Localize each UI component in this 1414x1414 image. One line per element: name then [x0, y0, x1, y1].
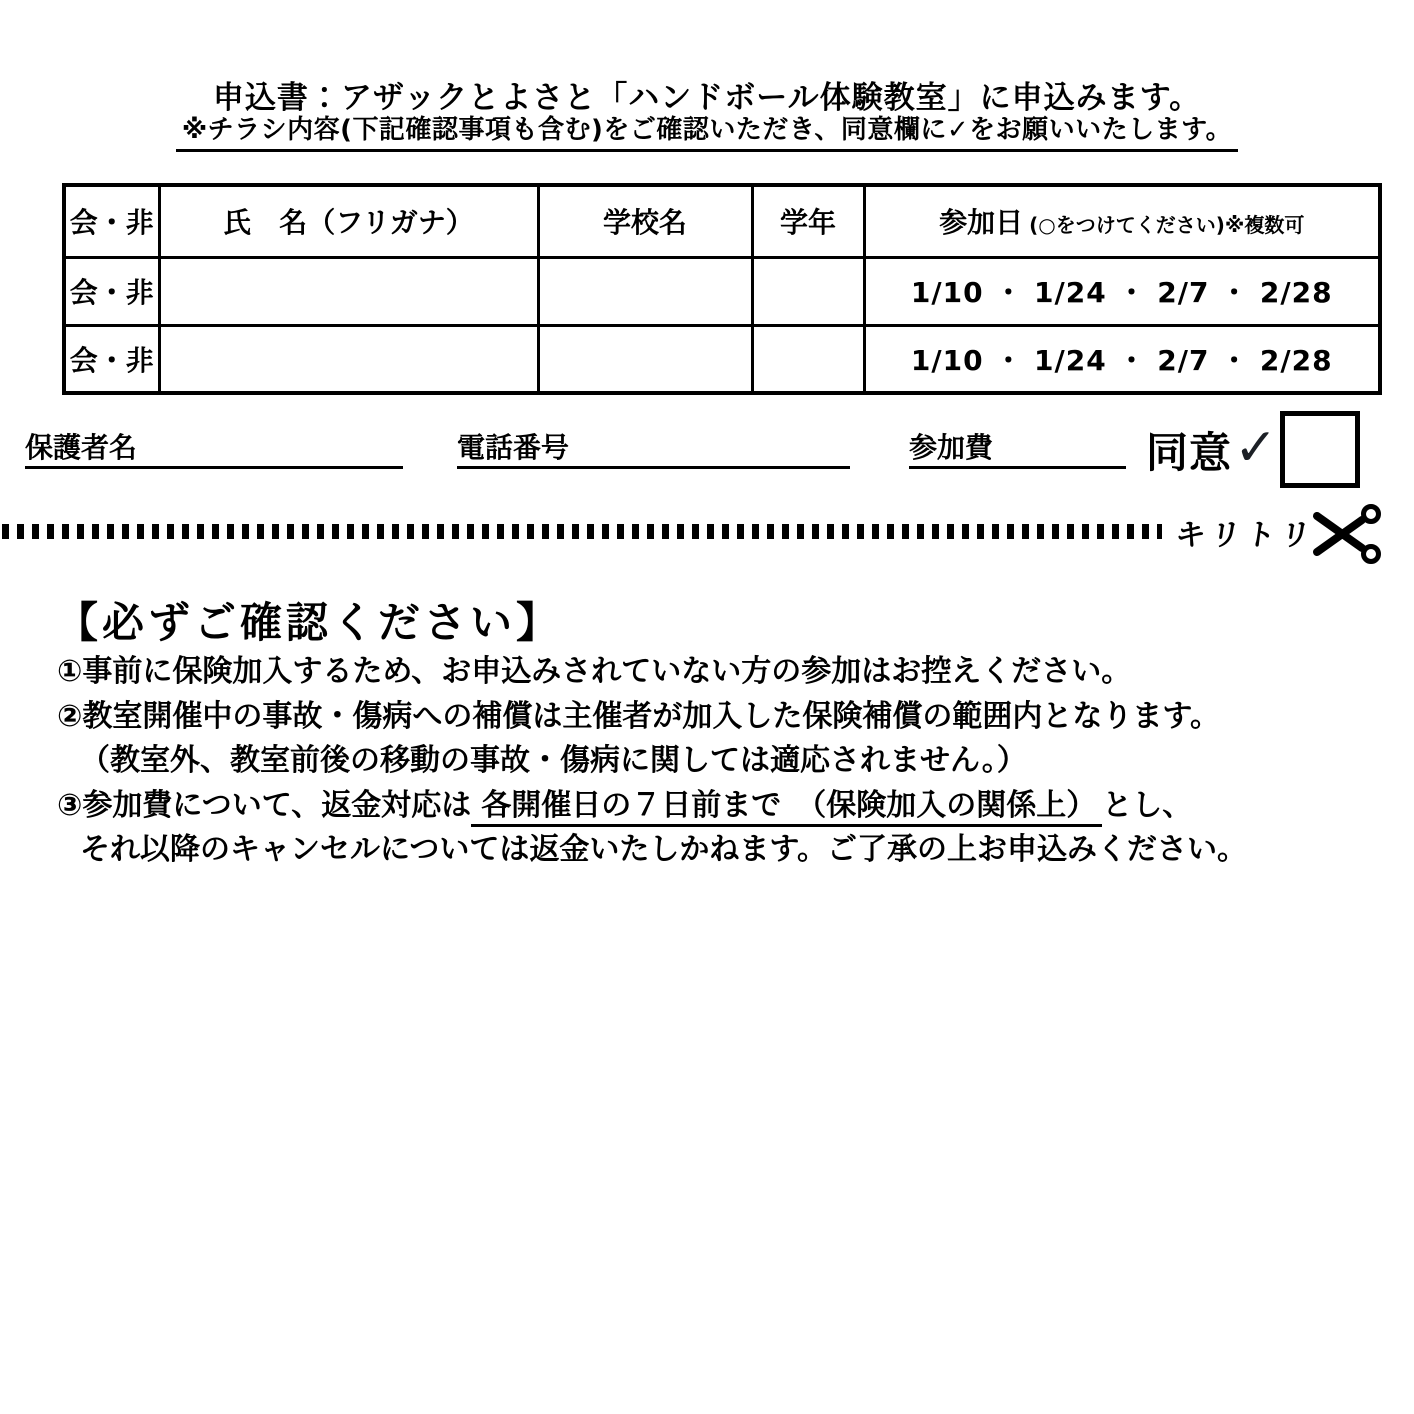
consent-row [1146, 420, 1278, 480]
col-header-name: 氏 名（フリガナ） [159, 185, 538, 257]
col-header-membership: 会・非 [64, 185, 159, 257]
checkmark-icon: ✓ [1234, 418, 1278, 478]
membership-circle-cell[interactable]: 会・非 [64, 257, 159, 325]
notice-item-3 [57, 784, 1397, 829]
notice-item-3-pre: ③参加費について、返金対応は [57, 787, 472, 823]
col-header-date [864, 185, 1380, 257]
form-title: 申込書：アザックとよさと「ハンドボール体験教室」に申込みます。 [212, 80, 1202, 116]
school-input-cell[interactable] [538, 325, 752, 393]
date-options-cell[interactable]: 1/10 ・ 1/24 ・ 2/7 ・ 2/28 [864, 325, 1380, 393]
name-input-cell[interactable] [159, 325, 538, 393]
name-input-cell[interactable] [159, 257, 538, 325]
phone-number-label: 電話番号 [457, 431, 570, 464]
consent-label: 同意 [1146, 428, 1233, 477]
fee-field[interactable] [909, 428, 1126, 469]
notice-item-3-underlined: 各開催日の７日前まで （保険加入の関係上） [471, 788, 1102, 827]
notice-list [57, 650, 1397, 873]
notice-item-3-post: とし、 [1102, 787, 1193, 823]
cutline-label: キリトリ [1173, 518, 1318, 553]
date-header-label: 参加日 [939, 206, 1024, 240]
date-header-note: (○をつけてください)※複数可 [1029, 213, 1305, 238]
notice-heading: 【必ずご確認ください】 [56, 598, 563, 647]
form-subtitle-row [0, 109, 1414, 152]
col-header-grade: 学年 [752, 185, 864, 257]
table-row [64, 325, 1380, 393]
cut-dashed-line [2, 524, 1162, 539]
form-subtitle: ※チラシ内容(下記確認事項も含む)をご確認いただき、同意欄に✓をお願いいたします。 [176, 109, 1238, 152]
scissors-icon [1312, 503, 1384, 565]
grade-input-cell[interactable] [752, 257, 864, 325]
grade-input-cell[interactable] [752, 325, 864, 393]
table-header-row [64, 185, 1380, 257]
col-header-school: 学校名 [538, 185, 752, 257]
notice-item-1: ①事前に保険加入するため、お申込みされていない方の参加はお控えください。 [57, 654, 1132, 689]
membership-circle-cell[interactable]: 会・非 [64, 325, 159, 393]
phone-number-field[interactable] [457, 428, 850, 469]
application-table [62, 183, 1382, 395]
consent-checkbox[interactable] [1280, 411, 1360, 488]
table-row [64, 257, 1380, 325]
notice-item-2-sub: （教室外、教室前後の移動の事故・傷病に関しては適応されません。） [80, 743, 1027, 778]
guardian-name-field[interactable] [25, 428, 403, 469]
guardian-name-label: 保護者名 [25, 431, 138, 464]
date-options-cell[interactable]: 1/10 ・ 1/24 ・ 2/7 ・ 2/28 [864, 257, 1380, 325]
school-input-cell[interactable] [538, 257, 752, 325]
fee-label: 参加費 [909, 431, 994, 464]
notice-item-3-sub: それ以降のキャンセルについては返金いたしかねます。ご了承の上お申込みください。 [80, 832, 1247, 867]
notice-item-2: ②教室開催中の事故・傷病への補償は主催者が加入した保険補償の範囲内となります。 [57, 698, 1220, 734]
